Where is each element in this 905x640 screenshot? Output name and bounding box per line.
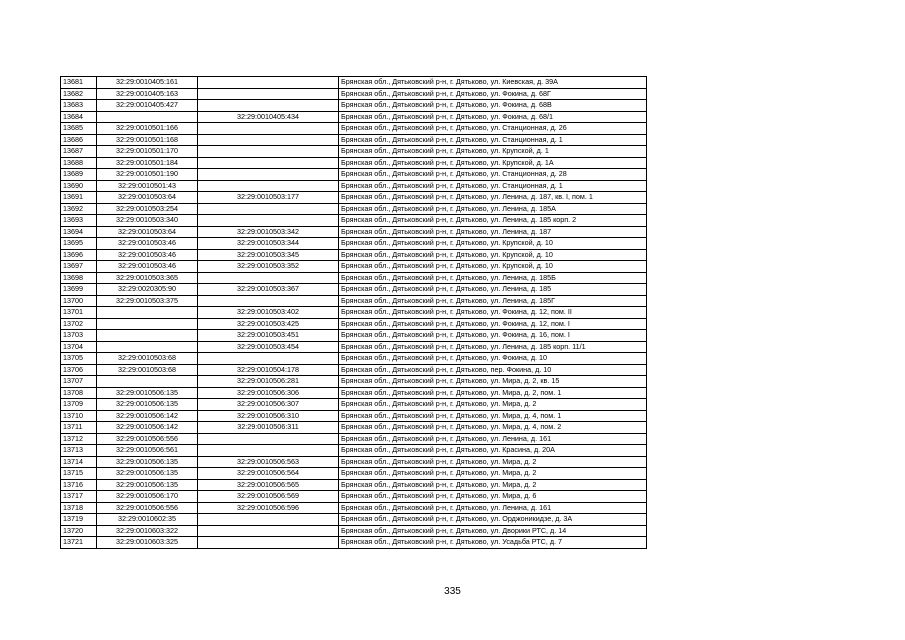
row-number-cell: 13712 bbox=[61, 433, 97, 445]
address-cell: Брянская обл., Дятьковский р-н, г. Дятьково, пер. Фокина, д. 10 bbox=[339, 364, 647, 376]
address-cell: Брянская обл., Дятьковский р-н, г. Дятьково, ул. Ленина, д. 161 bbox=[339, 433, 647, 445]
cadastral-number-cell: 32:29:0020305:90 bbox=[97, 284, 198, 296]
table-row bbox=[61, 525, 647, 537]
address-cell: Брянская обл., Дятьковский р-н, г. Дятьково, ул. Фокина, д. 10 bbox=[339, 353, 647, 365]
cadastral-number-cell: 32:29:0010506:135 bbox=[97, 456, 198, 468]
cadastral-number-cell: 32:29:0010501:166 bbox=[97, 123, 198, 135]
object-cadastral-number-cell: 32:29:0010506:569 bbox=[198, 491, 339, 503]
cadastral-number-cell: 32:29:0010503:46 bbox=[97, 249, 198, 261]
row-number-cell: 13709 bbox=[61, 399, 97, 411]
object-cadastral-number-cell: 32:29:0010506:307 bbox=[198, 399, 339, 411]
page-number: 335 bbox=[444, 586, 461, 597]
object-cadastral-number-cell bbox=[198, 525, 339, 537]
row-number-cell: 13693 bbox=[61, 215, 97, 227]
cadastral-number-cell: 32:29:0010405:163 bbox=[97, 88, 198, 100]
cadastral-number-cell: 32:29:0010501:190 bbox=[97, 169, 198, 181]
address-cell: Брянская обл., Дятьковский р-н, г. Дятьково, ул. Мира, д. 2 bbox=[339, 479, 647, 491]
row-number-cell: 13716 bbox=[61, 479, 97, 491]
row-number-cell: 13702 bbox=[61, 318, 97, 330]
object-cadastral-number-cell bbox=[198, 445, 339, 457]
object-cadastral-number-cell: 32:29:0010503:344 bbox=[198, 238, 339, 250]
object-cadastral-number-cell bbox=[198, 514, 339, 526]
object-cadastral-number-cell: 32:29:0010506:306 bbox=[198, 387, 339, 399]
cadastral-number-cell: 32:29:0010501:168 bbox=[97, 134, 198, 146]
row-number-cell: 13688 bbox=[61, 157, 97, 169]
table-row bbox=[61, 456, 647, 468]
address-cell: Брянская обл., Дятьковский р-н, г. Дятьково, ул. Фокина, д. 68В bbox=[339, 100, 647, 112]
table-row bbox=[61, 537, 647, 549]
object-cadastral-number-cell: 32:29:0010504:178 bbox=[198, 364, 339, 376]
cadastral-number-cell bbox=[97, 376, 198, 388]
object-cadastral-number-cell bbox=[198, 215, 339, 227]
object-cadastral-number-cell: 32:29:0010503:367 bbox=[198, 284, 339, 296]
address-cell: Брянская обл., Дятьковский р-н, г. Дятьково, ул. Мира, д. 4, пом. 2 bbox=[339, 422, 647, 434]
table-row bbox=[61, 399, 647, 411]
cadastral-number-cell: 32:29:0010503:68 bbox=[97, 364, 198, 376]
cadastral-number-cell: 32:29:0010501:43 bbox=[97, 180, 198, 192]
row-number-cell: 13715 bbox=[61, 468, 97, 480]
row-number-cell: 13692 bbox=[61, 203, 97, 215]
cadastral-number-cell: 32:29:0010503:365 bbox=[97, 272, 198, 284]
object-cadastral-number-cell: 32:29:0010506:281 bbox=[198, 376, 339, 388]
row-number-cell: 13682 bbox=[61, 88, 97, 100]
table-row bbox=[61, 502, 647, 514]
cadastral-number-cell: 32:29:0010506:556 bbox=[97, 433, 198, 445]
object-cadastral-number-cell: 32:29:0010503:345 bbox=[198, 249, 339, 261]
address-cell: Брянская обл., Дятьковский р-н, г. Дятьково, ул. Мира, д. 2 bbox=[339, 456, 647, 468]
register-table bbox=[60, 76, 647, 549]
object-cadastral-number-cell bbox=[198, 353, 339, 365]
table-row bbox=[61, 111, 647, 123]
address-cell: Брянская обл., Дятьковский р-н, г. Дятьково, ул. Мира, д. 4, пом. 1 bbox=[339, 410, 647, 422]
cadastral-number-cell: 32:29:0010506:135 bbox=[97, 468, 198, 480]
row-number-cell: 13684 bbox=[61, 111, 97, 123]
cadastral-number-cell bbox=[97, 307, 198, 319]
object-cadastral-number-cell bbox=[198, 295, 339, 307]
table-row bbox=[61, 77, 647, 89]
table-row bbox=[61, 433, 647, 445]
row-number-cell: 13719 bbox=[61, 514, 97, 526]
row-number-cell: 13718 bbox=[61, 502, 97, 514]
address-cell: Брянская обл., Дятьковский р-н, г. Дятьково, ул. Станционная, д. 26 bbox=[339, 123, 647, 135]
address-cell: Брянская обл., Дятьковский р-н, г. Дятьково, ул. Фокина, д. 16, пом. I bbox=[339, 330, 647, 342]
table-row bbox=[61, 157, 647, 169]
cadastral-number-cell: 32:29:0010501:170 bbox=[97, 146, 198, 158]
object-cadastral-number-cell: 32:29:0010503:177 bbox=[198, 192, 339, 204]
row-number-cell: 13686 bbox=[61, 134, 97, 146]
cadastral-number-cell: 32:29:0010503:68 bbox=[97, 353, 198, 365]
row-number-cell: 13689 bbox=[61, 169, 97, 181]
table-row bbox=[61, 479, 647, 491]
object-cadastral-number-cell: 32:29:0010503:402 bbox=[198, 307, 339, 319]
cadastral-number-cell bbox=[97, 111, 198, 123]
object-cadastral-number-cell bbox=[198, 77, 339, 89]
row-number-cell: 13710 bbox=[61, 410, 97, 422]
row-number-cell: 13696 bbox=[61, 249, 97, 261]
row-number-cell: 13714 bbox=[61, 456, 97, 468]
cadastral-number-cell bbox=[97, 330, 198, 342]
table-row bbox=[61, 387, 647, 399]
row-number-cell: 13703 bbox=[61, 330, 97, 342]
object-cadastral-number-cell: 32:29:0010405:434 bbox=[198, 111, 339, 123]
address-cell: Брянская обл., Дятьковский р-н, г. Дятьково, ул. Станционная, д. 28 bbox=[339, 169, 647, 181]
table-row bbox=[61, 180, 647, 192]
address-cell: Брянская обл., Дятьковский р-н, г. Дятьково, ул. Фокина, д. 12, пом. II bbox=[339, 307, 647, 319]
table-row bbox=[61, 364, 647, 376]
cadastral-number-cell: 32:29:0010503:254 bbox=[97, 203, 198, 215]
address-cell: Брянская обл., Дятьковский р-н, г. Дятьково, ул. Ленина, д. 185 bbox=[339, 284, 647, 296]
object-cadastral-number-cell: 32:29:0010503:352 bbox=[198, 261, 339, 273]
row-number-cell: 13704 bbox=[61, 341, 97, 353]
row-number-cell: 13701 bbox=[61, 307, 97, 319]
cadastral-number-cell: 32:29:0010506:142 bbox=[97, 422, 198, 434]
address-cell: Брянская обл., Дятьковский р-н, г. Дятьково, ул. Мира, д. 2 bbox=[339, 399, 647, 411]
object-cadastral-number-cell: 32:29:0010506:563 bbox=[198, 456, 339, 468]
object-cadastral-number-cell: 32:29:0010503:454 bbox=[198, 341, 339, 353]
table-row bbox=[61, 261, 647, 273]
cadastral-number-cell: 32:29:0010503:46 bbox=[97, 238, 198, 250]
row-number-cell: 13720 bbox=[61, 525, 97, 537]
address-cell: Брянская обл., Дятьковский р-н, г. Дятьково, ул. Крупской, д. 10 bbox=[339, 261, 647, 273]
table-row bbox=[61, 284, 647, 296]
cadastral-number-cell: 32:29:0010603:322 bbox=[97, 525, 198, 537]
register-table-body bbox=[61, 77, 647, 549]
table-row bbox=[61, 169, 647, 181]
cadastral-number-cell: 32:29:0010602:35 bbox=[97, 514, 198, 526]
address-cell: Брянская обл., Дятьковский р-н, г. Дятьково, ул. Фокина, д. 68Г bbox=[339, 88, 647, 100]
address-cell: Брянская обл., Дятьковский р-н, г. Дятьково, ул. Ленина, д. 187, кв. I, пом. 1 bbox=[339, 192, 647, 204]
table-row bbox=[61, 226, 647, 238]
row-number-cell: 13721 bbox=[61, 537, 97, 549]
table-row bbox=[61, 203, 647, 215]
address-cell: Брянская обл., Дятьковский р-н, г. Дятьково, ул. Ленина, д. 185Г bbox=[339, 295, 647, 307]
cadastral-number-cell: 32:29:0010501:184 bbox=[97, 157, 198, 169]
address-cell: Брянская обл., Дятьковский р-н, г. Дятьково, ул. Станционная, д. 1 bbox=[339, 134, 647, 146]
address-cell: Брянская обл., Дятьковский р-н, г. Дятьково, ул. Крупской, д. 10 bbox=[339, 238, 647, 250]
row-number-cell: 13698 bbox=[61, 272, 97, 284]
address-cell: Брянская обл., Дятьковский р-н, г. Дятьково, ул. Орджоникидзе, д. 3А bbox=[339, 514, 647, 526]
table-row bbox=[61, 123, 647, 135]
object-cadastral-number-cell bbox=[198, 433, 339, 445]
table-row bbox=[61, 491, 647, 503]
object-cadastral-number-cell bbox=[198, 88, 339, 100]
object-cadastral-number-cell bbox=[198, 123, 339, 135]
row-number-cell: 13705 bbox=[61, 353, 97, 365]
address-cell: Брянская обл., Дятьковский р-н, г. Дятьково, ул. Дворики РТС, д. 14 bbox=[339, 525, 647, 537]
cadastral-number-cell: 32:29:0010506:135 bbox=[97, 479, 198, 491]
row-number-cell: 13711 bbox=[61, 422, 97, 434]
address-cell: Брянская обл., Дятьковский р-н, г. Дятьково, ул. Ленина, д. 185 корп. 11/1 bbox=[339, 341, 647, 353]
row-number-cell: 13685 bbox=[61, 123, 97, 135]
cadastral-number-cell: 32:29:0010503:375 bbox=[97, 295, 198, 307]
cadastral-number-cell: 32:29:0010503:64 bbox=[97, 226, 198, 238]
cadastral-number-cell: 32:29:0010506:135 bbox=[97, 399, 198, 411]
object-cadastral-number-cell bbox=[198, 203, 339, 215]
table-row bbox=[61, 134, 647, 146]
address-cell: Брянская обл., Дятьковский р-н, г. Дятьково, ул. Красина, д. 20А bbox=[339, 445, 647, 457]
table-row bbox=[61, 410, 647, 422]
address-cell: Брянская обл., Дятьковский р-н, г. Дятьково, ул. Киевская, д. 39А bbox=[339, 77, 647, 89]
address-cell: Брянская обл., Дятьковский р-н, г. Дятьково, ул. Ленина, д. 185 корп. 2 bbox=[339, 215, 647, 227]
address-cell: Брянская обл., Дятьковский р-н, г. Дятьково, ул. Крупской, д. 1 bbox=[339, 146, 647, 158]
address-cell: Брянская обл., Дятьковский р-н, г. Дятьково, ул. Мира, д. 2, кв. 15 bbox=[339, 376, 647, 388]
table-row bbox=[61, 422, 647, 434]
cadastral-number-cell: 32:29:0010503:340 bbox=[97, 215, 198, 227]
table-row bbox=[61, 468, 647, 480]
cadastral-number-cell bbox=[97, 341, 198, 353]
table-row bbox=[61, 88, 647, 100]
address-cell: Брянская обл., Дятьковский р-н, г. Дятьково, ул. Ленина, д. 187 bbox=[339, 226, 647, 238]
row-number-cell: 13713 bbox=[61, 445, 97, 457]
cadastral-number-cell: 32:29:0010503:46 bbox=[97, 261, 198, 273]
object-cadastral-number-cell: 32:29:0010506:565 bbox=[198, 479, 339, 491]
table-row bbox=[61, 341, 647, 353]
object-cadastral-number-cell: 32:29:0010503:342 bbox=[198, 226, 339, 238]
row-number-cell: 13695 bbox=[61, 238, 97, 250]
address-cell: Брянская обл., Дятьковский р-н, г. Дятьково, ул. Мира, д. 2 bbox=[339, 468, 647, 480]
table-row bbox=[61, 445, 647, 457]
address-cell: Брянская обл., Дятьковский р-н, г. Дятьково, ул. Ленина, д. 161 bbox=[339, 502, 647, 514]
object-cadastral-number-cell bbox=[198, 272, 339, 284]
table-row bbox=[61, 330, 647, 342]
address-cell: Брянская обл., Дятьковский р-н, г. Дятьково, ул. Ленина, д. 185Б bbox=[339, 272, 647, 284]
object-cadastral-number-cell bbox=[198, 169, 339, 181]
row-number-cell: 13694 bbox=[61, 226, 97, 238]
address-cell: Брянская обл., Дятьковский р-н, г. Дятьково, ул. Ленина, д. 185А bbox=[339, 203, 647, 215]
cadastral-number-cell bbox=[97, 318, 198, 330]
cadastral-number-cell: 32:29:0010506:142 bbox=[97, 410, 198, 422]
address-cell: Брянская обл., Дятьковский р-н, г. Дятьково, ул. Мира, д. 6 bbox=[339, 491, 647, 503]
table-row bbox=[61, 100, 647, 112]
cadastral-number-cell: 32:29:0010506:135 bbox=[97, 387, 198, 399]
object-cadastral-number-cell: 32:29:0010506:311 bbox=[198, 422, 339, 434]
cadastral-number-cell: 32:29:0010506:556 bbox=[97, 502, 198, 514]
object-cadastral-number-cell: 32:29:0010506:596 bbox=[198, 502, 339, 514]
row-number-cell: 13717 bbox=[61, 491, 97, 503]
address-cell: Брянская обл., Дятьковский р-н, г. Дятьково, ул. Усадьба РТС, д. 7 bbox=[339, 537, 647, 549]
row-number-cell: 13700 bbox=[61, 295, 97, 307]
table-row bbox=[61, 215, 647, 227]
row-number-cell: 13707 bbox=[61, 376, 97, 388]
row-number-cell: 13708 bbox=[61, 387, 97, 399]
row-number-cell: 13697 bbox=[61, 261, 97, 273]
cadastral-number-cell: 32:29:0010503:64 bbox=[97, 192, 198, 204]
table-row bbox=[61, 146, 647, 158]
address-cell: Брянская обл., Дятьковский р-н, г. Дятьково, ул. Станционная, д. 1 bbox=[339, 180, 647, 192]
address-cell: Брянская обл., Дятьковский р-н, г. Дятьково, ул. Крупской, д. 10 bbox=[339, 249, 647, 261]
address-cell: Брянская обл., Дятьковский р-н, г. Дятьково, ул. Фокина, д. 68/1 bbox=[339, 111, 647, 123]
address-cell: Брянская обл., Дятьковский р-н, г. Дятьково, ул. Мира, д. 2, пом. 1 bbox=[339, 387, 647, 399]
object-cadastral-number-cell: 32:29:0010503:425 bbox=[198, 318, 339, 330]
table-row bbox=[61, 307, 647, 319]
table-row bbox=[61, 295, 647, 307]
row-number-cell: 13691 bbox=[61, 192, 97, 204]
cadastral-number-cell: 32:29:0010603:325 bbox=[97, 537, 198, 549]
cadastral-number-cell: 32:29:0010506:170 bbox=[97, 491, 198, 503]
address-cell: Брянская обл., Дятьковский р-н, г. Дятьково, ул. Крупской, д. 1А bbox=[339, 157, 647, 169]
object-cadastral-number-cell: 32:29:0010506:564 bbox=[198, 468, 339, 480]
cadastral-number-cell: 32:29:0010405:161 bbox=[97, 77, 198, 89]
cadastral-number-cell: 32:29:0010506:561 bbox=[97, 445, 198, 457]
object-cadastral-number-cell bbox=[198, 180, 339, 192]
table-row bbox=[61, 238, 647, 250]
table-row bbox=[61, 376, 647, 388]
object-cadastral-number-cell bbox=[198, 146, 339, 158]
table-row bbox=[61, 192, 647, 204]
row-number-cell: 13683 bbox=[61, 100, 97, 112]
row-number-cell: 13681 bbox=[61, 77, 97, 89]
object-cadastral-number-cell bbox=[198, 157, 339, 169]
object-cadastral-number-cell bbox=[198, 100, 339, 112]
table-row bbox=[61, 318, 647, 330]
table-row bbox=[61, 353, 647, 365]
address-cell: Брянская обл., Дятьковский р-н, г. Дятьково, ул. Фокина, д. 12, пом. I bbox=[339, 318, 647, 330]
object-cadastral-number-cell: 32:29:0010503:451 bbox=[198, 330, 339, 342]
table-row bbox=[61, 249, 647, 261]
row-number-cell: 13687 bbox=[61, 146, 97, 158]
object-cadastral-number-cell bbox=[198, 134, 339, 146]
table-row bbox=[61, 514, 647, 526]
table-row bbox=[61, 272, 647, 284]
object-cadastral-number-cell bbox=[198, 537, 339, 549]
object-cadastral-number-cell: 32:29:0010506:310 bbox=[198, 410, 339, 422]
cadastral-number-cell: 32:29:0010405:427 bbox=[97, 100, 198, 112]
row-number-cell: 13690 bbox=[61, 180, 97, 192]
row-number-cell: 13706 bbox=[61, 364, 97, 376]
row-number-cell: 13699 bbox=[61, 284, 97, 296]
